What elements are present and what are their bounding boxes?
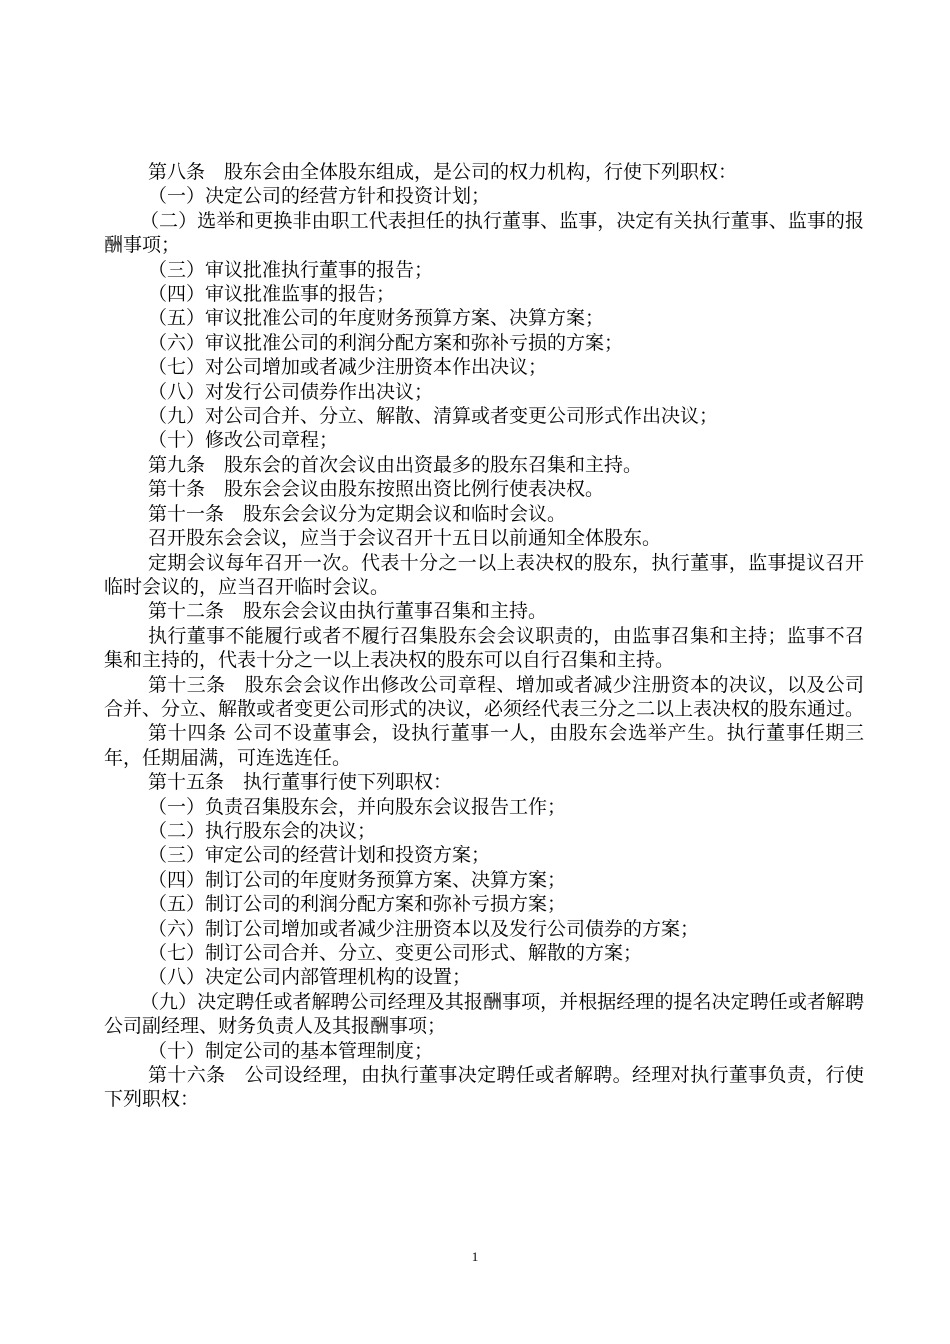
article-15-item-7: （七）制订公司合并、分立、变更公司形式、解散的方案； xyxy=(148,942,643,964)
article-15-item-4: （四）制订公司的年度财务预算方案、决算方案； xyxy=(148,868,567,891)
article-15-item-8: （八）决定公司内部管理机构的设置； xyxy=(148,966,472,989)
page-number: 1 xyxy=(471,1249,479,1264)
article-8-item-4: （四）审议批准监事的报告； xyxy=(148,283,396,306)
article-8-item-7: （七）对公司增加或者减少注册资本作出决议； xyxy=(148,356,548,379)
article-15-item-9: （九）决定聘任或者解聘公司经理及其报酬事项，并根据经理的提名决定聘任或者解聘公司副经理、财务负责人及其报酬事项； xyxy=(104,990,864,1038)
article-16: 第十六条 公司设经理，由执行董事决定聘任或者解聘。经理对执行董事负责，行使下列职权： xyxy=(104,1064,864,1111)
article-11-notice: 召开股东会会议，应当于会议召开十五日以前通知全体股东。 xyxy=(148,527,662,550)
article-10: 第十条 股东会会议由股东按照出资比例行使表决权。 xyxy=(148,478,605,501)
article-8: 第八条 股东会由全体股东组成，是公司的权力机构，行使下列职权： xyxy=(148,161,738,183)
article-8-item-6: （六）审议批准公司的利润分配方案和弥补亏损的方案； xyxy=(148,331,624,354)
article-8-item-1: （一）决定公司的经营方针和投资计划； xyxy=(148,185,491,208)
article-12: 第十二条 股东会会议由执行董事召集和主持。 xyxy=(148,600,548,623)
article-15: 第十五条 执行董事行使下列职权： xyxy=(148,771,453,794)
article-15-item-3: （三）审定公司的经营计划和投资方案； xyxy=(148,844,491,867)
article-9: 第九条 股东会的首次会议由出资最多的股东召集和主持。 xyxy=(148,453,643,476)
article-11: 第十一条 股东会会议分为定期会议和临时会议。 xyxy=(148,502,567,525)
article-11-regular-meeting: 定期会议每年召开一次。代表十分之一以上表决权的股东，执行董事，监事提议召开临时会议的，应当召开临时会议。 xyxy=(104,551,864,598)
article-15-item-5: （五）制订公司的利润分配方案和弥补亏损方案； xyxy=(148,893,567,916)
article-15-item-2: （二）执行股东会的决议； xyxy=(148,819,377,842)
article-8-item-2: （二）选举和更换非由职工代表担任的执行董事、监事，决定有关执行董事、监事的报酬事项； xyxy=(104,209,864,257)
article-12-convening: 执行董事不能履行或者不履行召集股东会会议职责的，由监事召集和主持；监事不召集和主持的，代表十分之一以上表决权的股东可以自行召集和主持。 xyxy=(104,624,864,672)
article-8-item-9: （九）对公司合并、分立、解散、清算或者变更公司形式作出决议； xyxy=(148,405,719,428)
article-15-item-10: （十）制定公司的基本管理制度； xyxy=(148,1039,434,1062)
article-15-item-1: （一）负责召集股东会，并向股东会议报告工作； xyxy=(148,795,567,818)
article-13: 第十三条 股东会会议作出修改公司章程、增加或者减少注册资本的决议，以及公司合并、分立、解散或者变更公司形式的决议，必须经代表三分之二以上表决权的股东通过。 xyxy=(104,673,865,720)
article-8-item-8: （八）对发行公司债券作出决议； xyxy=(148,380,434,403)
article-14: 第十四条 公司不设董事会，设执行董事一人，由股东会选举产生。执行董事任期三年，任期届满，可连选连任。 xyxy=(104,722,864,769)
article-8-item-5: （五）审议批准公司的年度财务预算方案、决算方案； xyxy=(148,307,605,330)
document-body xyxy=(104,160,864,1112)
article-15-item-6: （六）制订公司增加或者减少注册资本以及发行公司债券的方案； xyxy=(148,917,700,940)
article-8-item-10: （十）修改公司章程； xyxy=(148,429,339,452)
article-8-item-3: （三）审议批准执行董事的报告； xyxy=(148,258,434,281)
